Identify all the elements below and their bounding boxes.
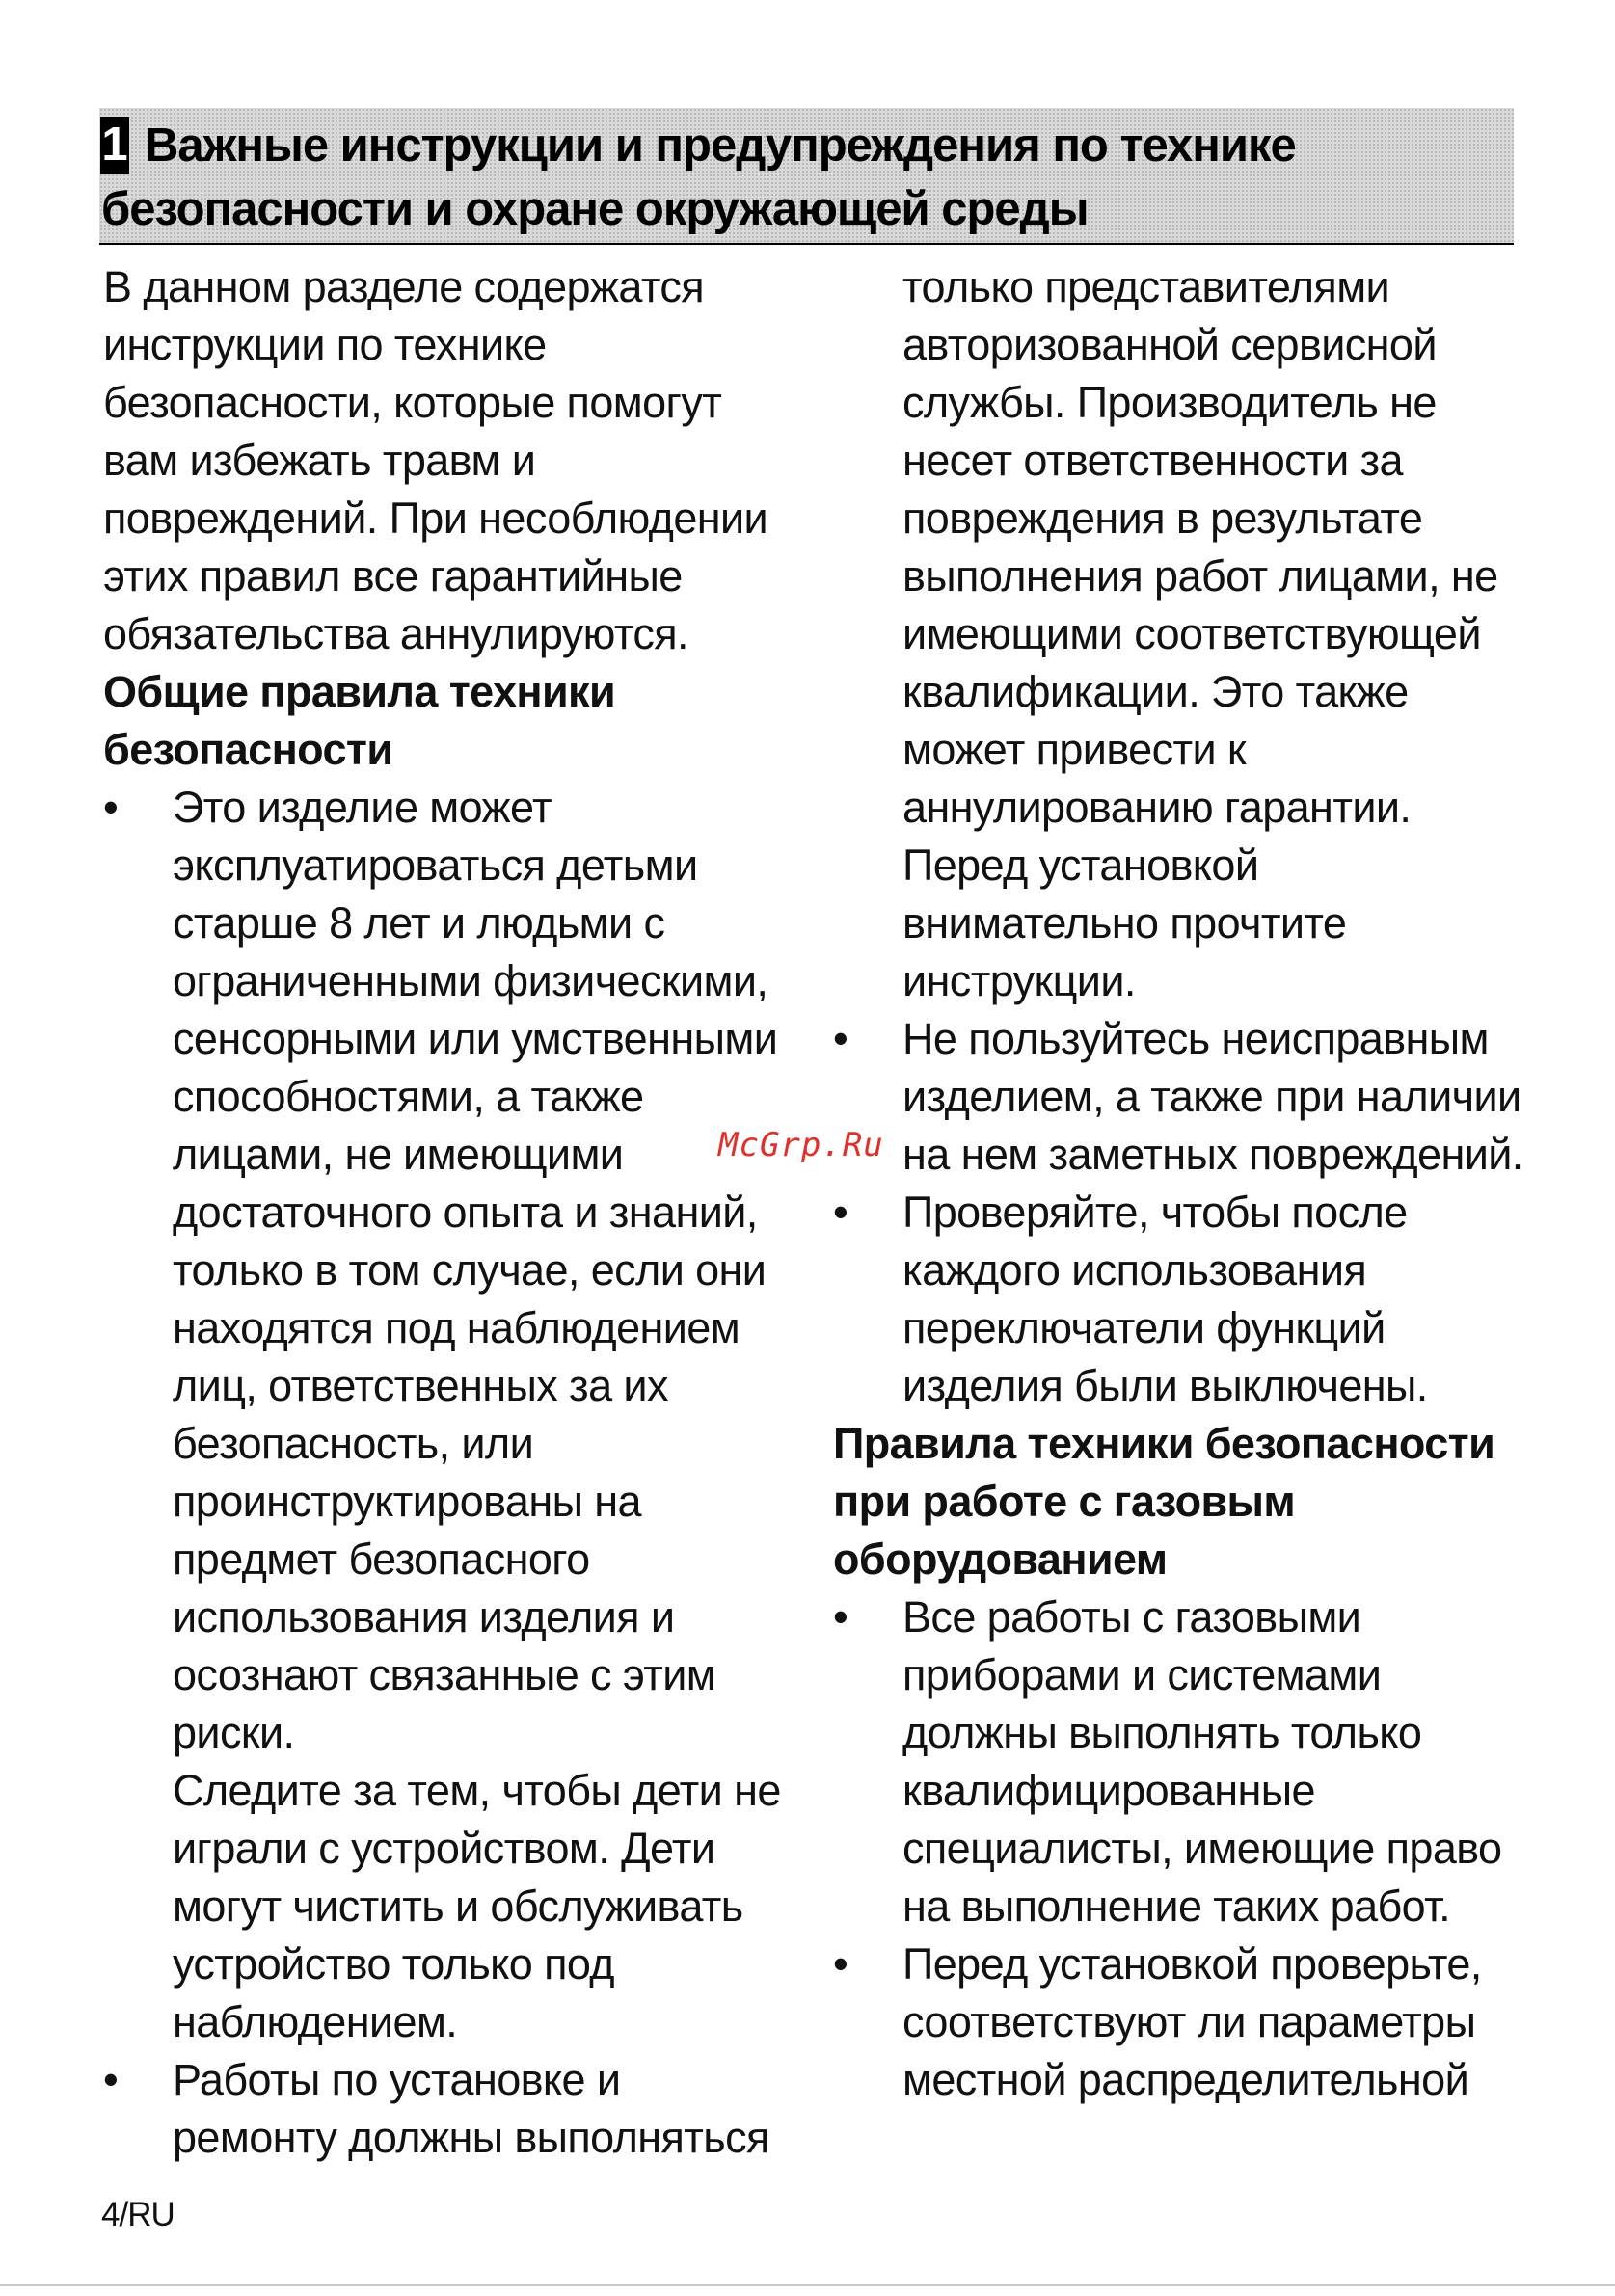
gas-safety-heading: Правила техники безопасности при работе с газовым оборудованием	[833, 1419, 1495, 1584]
right-column	[833, 258, 1527, 2109]
bullet-item-damaged-product: • Не пользуйтесь неисправным изделием, а также при наличии на нем заметных повреждений.	[833, 1010, 1527, 1184]
bullet-marker: •	[833, 1592, 848, 1642]
installation-repair-continued: только представителями авторизованной сервисной службы. Производитель не несет ответственности за повреждения в результате выполнения работ лицами, не имеющими соответствующей квалификации. Это также может привести к аннулированию гарантии. Перед установкой внимательно прочтите инструкции.	[902, 262, 1498, 1005]
bullet-marker: •	[103, 783, 119, 832]
page-number: 4/RU	[101, 2196, 175, 2233]
watermark: McGrp.Ru	[718, 1126, 884, 1164]
bullet-item-switches-off: • Проверяйте, чтобы после каждого использования переключатели функций изделия были выключены.	[833, 1184, 1527, 1415]
section-title	[101, 114, 1494, 241]
bullet-item-children-usage: • Это изделие может эксплуатироваться детьми старше 8 лет и людьми с ограниченными физическими, сенсорными или умственными способностями, а также лицами, не имеющими достаточного опыта и знаний, только в том случае, если они находятся под наблюдением лиц, ответственных за их безопасность, или проинструктированы на предмет безопасного использования изделия и осознают связанные с этим риски. Следите за тем, чтобы дети не играли с устройством. Дети могут чистить и обслуживать устройство только под наблюдением.	[103, 779, 797, 2051]
section-number: 1	[100, 117, 129, 174]
bullet-item-installation-repair: • Работы по установке и ремонту должны выполняться	[103, 2051, 797, 2167]
bullet-marker: •	[833, 1939, 848, 1989]
section-title-line-1: Важные инструкции и предупреждения по технике	[145, 120, 1296, 172]
intro-paragraph: В данном разделе содержатся инструкции по технике безопасности, которые помогут вам избежать травм и повреждений. При несоблюдении этих правил все гарантийные обязательства аннулируются.	[103, 262, 768, 658]
bullet-marker: •	[833, 1188, 848, 1237]
section-title-line-2: безопасности и охране окружающей среды	[101, 183, 1089, 235]
bullet-item-check-parameters: • Перед установкой проверьте, соответствуют ли параметры местной распределительной	[833, 1936, 1527, 2109]
general-safety-heading: Общие правила техники безопасности	[103, 667, 616, 774]
bullet-item-gas-qualified: • Все работы с газовыми приборами и системами должны выполнять только квалифицированные специалисты, имеющие право на выполнение таких работ.	[833, 1589, 1527, 1936]
bottom-divider	[0, 2284, 1615, 2286]
bullet-marker: •	[833, 1014, 848, 1063]
left-column	[103, 258, 797, 2167]
bullet-marker: •	[103, 2055, 119, 2104]
